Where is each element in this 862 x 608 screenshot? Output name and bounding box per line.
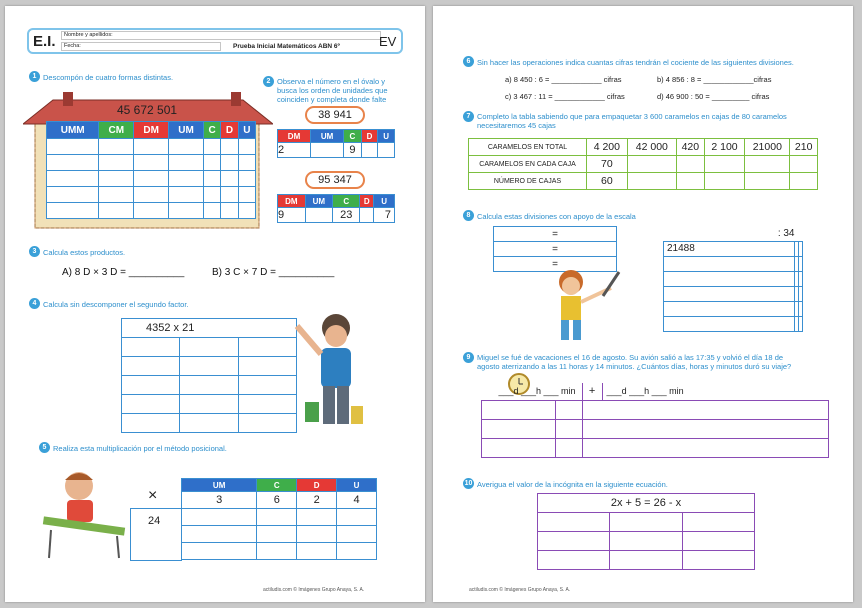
q9-plus-sign: + xyxy=(582,383,602,400)
q2b-cell[interactable]: 7 xyxy=(374,208,395,223)
q1-answer-row[interactable] xyxy=(47,139,256,155)
q2b-cell[interactable] xyxy=(305,208,333,223)
q10-row[interactable] xyxy=(538,532,755,551)
q1-col-um: UM xyxy=(169,122,204,139)
q5-times-sign: × xyxy=(148,487,158,504)
q10-row[interactable] xyxy=(538,551,755,570)
q6-item-c: c) 3 467 : 11 = ____________ cifras xyxy=(505,92,625,101)
q8-row[interactable] xyxy=(664,271,803,286)
q5-col-um: UM xyxy=(182,479,257,492)
q4-row[interactable] xyxy=(122,338,297,357)
worksheet-page-left xyxy=(5,6,425,602)
q4-operation: 4352 x 21 xyxy=(122,319,297,338)
q7-cell[interactable]: 60 xyxy=(587,173,628,190)
worksheet-page-right xyxy=(433,6,853,602)
q2a-cell[interactable]: 2 xyxy=(278,143,311,158)
q7-cell[interactable] xyxy=(745,156,790,173)
q7-cell: 42 000 xyxy=(627,139,676,156)
q1-answer-row[interactable] xyxy=(47,203,256,219)
q2b-cell[interactable] xyxy=(360,208,374,223)
q1-col-c: C xyxy=(203,122,220,139)
q8-scale-table xyxy=(493,226,617,272)
q4-row[interactable] xyxy=(122,395,297,414)
q5-multiplier: 24 xyxy=(148,515,161,527)
q9-row[interactable] xyxy=(482,438,829,457)
q7-row-label: NÚMERO DE CAJAS xyxy=(469,173,587,190)
q5-digit: 2 xyxy=(297,492,337,509)
q5-digit: 4 xyxy=(337,492,377,509)
q2b-cell[interactable]: 23 xyxy=(333,208,360,223)
q8-scale-row[interactable]: = xyxy=(494,257,617,272)
q10-equation-table xyxy=(537,493,755,570)
q2a-cell[interactable] xyxy=(378,143,395,158)
q2a-cell[interactable] xyxy=(361,143,378,158)
q8-row[interactable] xyxy=(664,301,803,316)
boy-on-bench-illustration xyxy=(39,466,129,561)
q7-cell[interactable] xyxy=(790,156,818,173)
q3-item-b: B) 3 C × 7 D = __________ xyxy=(212,267,335,278)
q2a-table xyxy=(277,129,395,158)
q2b-col-c: C xyxy=(333,195,360,208)
q1-answer-row[interactable] xyxy=(47,171,256,187)
q7-cell[interactable] xyxy=(790,173,818,190)
question-2-number: 2 xyxy=(263,76,274,87)
question-10-text: Averigua el valor de la incógnita en la siguiente ecuación. xyxy=(477,480,668,489)
q5-col-c: C xyxy=(257,479,297,492)
logo-ei: E.I. xyxy=(33,33,56,50)
question-8-text: Calcula estas divisiones con apoyo de la escala xyxy=(477,212,636,221)
q5-row[interactable] xyxy=(182,509,377,526)
ev-tag: EV xyxy=(379,34,397,49)
footer-credit: actiludis.com © Imágenes Grupo Anaya, S. A. xyxy=(469,587,571,593)
question-4-number: 4 xyxy=(29,298,40,309)
q7-cell: 21000 xyxy=(745,139,790,156)
q7-cell[interactable] xyxy=(627,156,676,173)
question-8-number: 8 xyxy=(463,210,474,221)
question-7-line-1: Completo la tabla sabiendo que para empaquetar 3 600 caramelos en cajas de 80 caramelos xyxy=(477,112,787,121)
q2a-oval: 38 941 xyxy=(305,106,365,124)
q7-cell[interactable] xyxy=(677,156,705,173)
q9-time-1: ___d ___h ___ min xyxy=(482,383,583,400)
question-9-line-1: Miguel se fué de vacaciones el 16 de agosto. Su avión salió a las 17:35 y volvió el día 18 de xyxy=(477,353,784,362)
q2a-col-u: U xyxy=(378,130,395,143)
question-2-line-1: Observa el número en el óvalo y xyxy=(277,77,385,86)
question-2-line-2: busca los orden de unidades que xyxy=(277,86,388,95)
q2a-col-d: D xyxy=(361,130,378,143)
q2b-col-d: D xyxy=(360,195,374,208)
q8-scale-row[interactable]: = xyxy=(494,242,617,257)
question-5-text: Realiza esta multiplicación por el método posicional. xyxy=(53,444,227,453)
question-1-number: 1 xyxy=(29,71,40,82)
footer-credit: actiludis.com © Imágenes Grupo Anaya, S. A. xyxy=(263,587,365,593)
q4-row[interactable] xyxy=(122,414,297,433)
q2a-col-um: UM xyxy=(311,130,344,143)
q5-row[interactable] xyxy=(182,526,377,543)
question-7-number: 7 xyxy=(463,111,474,122)
q2a-cell[interactable]: 9 xyxy=(344,143,362,158)
q5-digit: 6 xyxy=(257,492,297,509)
q8-row[interactable] xyxy=(664,256,803,271)
q1-col-dm: DM xyxy=(134,122,169,139)
q2b-oval: 95 347 xyxy=(305,171,365,189)
q7-table xyxy=(468,138,818,190)
q1-col-umm: UMM xyxy=(47,122,99,139)
q4-row[interactable] xyxy=(122,376,297,395)
question-9-number: 9 xyxy=(463,352,474,363)
q5-multiplier-box xyxy=(130,508,182,561)
q7-cell[interactable]: 70 xyxy=(587,156,628,173)
q7-cell[interactable] xyxy=(677,173,705,190)
q10-row[interactable] xyxy=(538,513,755,532)
date-field[interactable] xyxy=(61,42,221,51)
q1-number: 45 672 501 xyxy=(117,103,178,117)
question-2-line-3: coinciden y completa donde falte xyxy=(277,95,387,104)
question-3-text: Calcula estos productos. xyxy=(43,248,126,257)
q6-item-d: d) 46 900 : 50 = _________ cifras xyxy=(657,92,770,101)
q10-equation: 2x + 5 = 26 - x xyxy=(538,494,755,513)
q2a-cell[interactable] xyxy=(311,143,344,158)
question-6-text: Sin hacer las operaciones indica cuantas cifras tendrán el cociente de las siguientes divisiones. xyxy=(477,58,794,67)
date-label: Fecha: xyxy=(64,43,81,49)
q9-time-table xyxy=(481,383,829,458)
question-7-line-2: necesitaremos 45 cajas xyxy=(477,121,556,130)
q2b-col-u: U xyxy=(374,195,395,208)
q1-answer-row[interactable] xyxy=(47,155,256,171)
question-10-number: 10 xyxy=(464,480,473,487)
q8-division-table xyxy=(663,226,803,332)
q7-row-label: CARAMELOS EN CADA CAJA xyxy=(469,156,587,173)
q2a-col-c: C xyxy=(344,130,362,143)
q2b-table xyxy=(277,194,395,223)
q1-place-value-table xyxy=(46,121,256,219)
q8-row[interactable] xyxy=(664,286,803,301)
q5-digit: 3 xyxy=(182,492,257,509)
q5-row[interactable] xyxy=(182,543,377,560)
name-label: Nombre y apellidos: xyxy=(64,32,113,38)
q6-item-b: b) 4 856 : 8 = ____________cifras xyxy=(657,75,772,84)
q4-row[interactable] xyxy=(122,357,297,376)
q7-cell: 2 100 xyxy=(704,139,745,156)
q7-cell: 4 200 xyxy=(587,139,628,156)
name-field[interactable] xyxy=(61,31,381,40)
q9-row[interactable] xyxy=(482,419,829,438)
boy-pointing-illustration xyxy=(291,306,371,436)
girl-with-pen-illustration xyxy=(541,268,621,348)
q1-col-cm: CM xyxy=(99,122,134,139)
q8-divisor: : 34 xyxy=(664,226,803,241)
q2b-col-um: UM xyxy=(305,195,333,208)
question-4-text: Calcula sin descomponer el segundo factor. xyxy=(43,300,189,309)
sheet-title: Prueba Inicial Matemáticos ABN 6º xyxy=(233,43,340,50)
q6-item-a: a) 8 450 : 6 = ____________ cifras xyxy=(505,75,622,84)
q2b-col-dm: DM xyxy=(278,195,306,208)
q7-cell[interactable] xyxy=(704,156,745,173)
q7-cell: 420 xyxy=(677,139,705,156)
q7-cell[interactable] xyxy=(704,173,745,190)
q1-col-u: U xyxy=(238,122,255,139)
q8-dividend: 21488 xyxy=(664,241,795,256)
q5-col-d: D xyxy=(297,479,337,492)
question-9-line-2: agosto aterrizando a las 11 horas y 14 minutos. ¿Cuántos días, horas y minutos duró su viaje? xyxy=(477,362,792,371)
q3-item-a: A) 8 D × 3 D = __________ xyxy=(62,267,185,278)
q8-scale-row[interactable]: = xyxy=(494,227,617,242)
question-6-number: 6 xyxy=(463,56,474,67)
q7-cell: 210 xyxy=(790,139,818,156)
q7-row-label: CARAMELOS EN TOTAL xyxy=(469,139,587,156)
q8-row[interactable] xyxy=(664,316,803,331)
q7-cell[interactable] xyxy=(745,173,790,190)
question-5-number: 5 xyxy=(39,442,50,453)
question-1-text: Descompón de cuatro formas distintas. xyxy=(43,73,174,82)
q5-place-value-table xyxy=(181,478,377,560)
q2a-col-dm: DM xyxy=(278,130,311,143)
q9-time-2: ___d ___h ___ min xyxy=(602,383,828,400)
q5-col-u: U xyxy=(337,479,377,492)
q9-row[interactable] xyxy=(482,400,829,419)
q7-cell[interactable] xyxy=(627,173,676,190)
q4-work-table xyxy=(121,318,297,433)
q1-col-d: D xyxy=(221,122,238,139)
q2b-cell[interactable]: 9 xyxy=(278,208,306,223)
q1-answer-row[interactable] xyxy=(47,187,256,203)
question-3-number: 3 xyxy=(29,246,40,257)
